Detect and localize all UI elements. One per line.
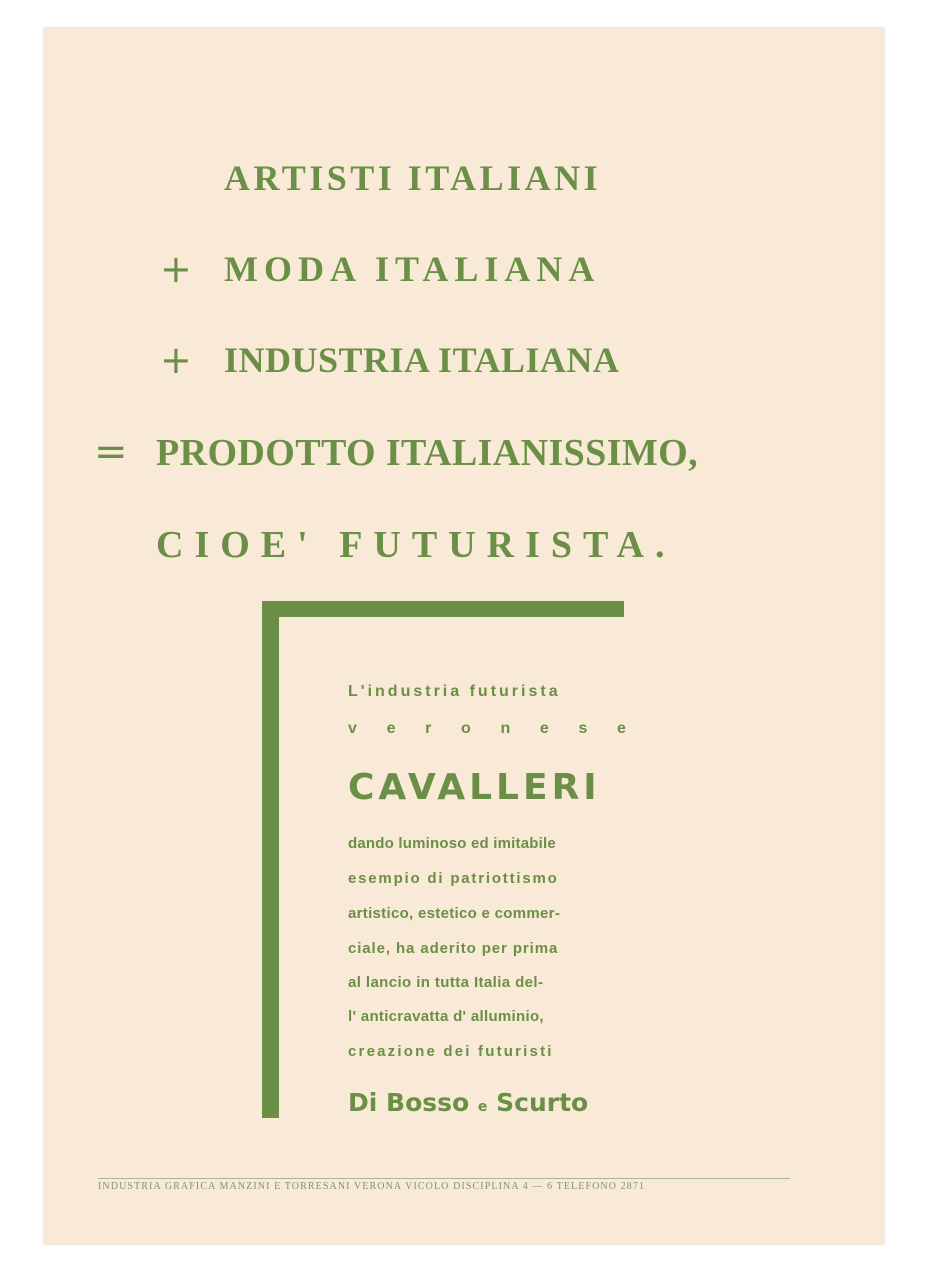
ad-intro-line [348, 684, 626, 700]
authors-line [348, 1090, 626, 1115]
headline-cioe-futurista: CIOE' FUTURISTA. [156, 524, 676, 566]
ad-veronese [348, 721, 626, 737]
headline-industria-italiana: INDUSTRIA ITALIANA [224, 340, 620, 380]
ad-body-line: dando luminoso ed imitabile [348, 835, 556, 852]
ad-body-line: esempio di patriottismo [348, 870, 559, 887]
ad-veronese-letter: e [539, 720, 549, 737]
poster-sheet [44, 28, 884, 1244]
ad-intro-text: L'industria futurista [348, 683, 561, 700]
headline-prodotto-italianissimo: PRODOTTO ITALIANISSIMO, [156, 432, 699, 474]
ad-body-line: ciale, ha aderito per prima [348, 940, 559, 957]
bracket-left-bar [262, 601, 279, 1118]
ad-veronese-letter: e [617, 720, 626, 737]
headline-artisti-italiani: ARTISTI ITALIANI [224, 158, 602, 198]
ad-veronese-letter: n [500, 720, 511, 737]
ad-body-line: l' anticravatta d' alluminio, [348, 1008, 544, 1025]
ad-veronese-letter: e [386, 720, 396, 737]
ad-veronese-letter: v [348, 720, 357, 737]
plus-sign: + [160, 338, 192, 382]
author-scurto: Scurto [496, 1088, 589, 1117]
plus-sign: + [160, 247, 192, 291]
ad-body-line: artistico, estetico e commer- [348, 905, 561, 922]
ad-veronese-letter: o [461, 720, 471, 737]
bracket-top-bar [262, 601, 624, 617]
author-conjunction: e [477, 1099, 488, 1115]
headline-moda-italiana: MODA ITALIANA [224, 249, 601, 289]
author-di-bosso: Di Bosso [348, 1088, 470, 1117]
company-name: CAVALLERI [348, 767, 601, 808]
ad-body-line: al lancio in tutta Italia del- [348, 974, 544, 991]
printer-imprint: INDUSTRIA GRAFICA MANZINI E TORRESANI VERONA VICOLO DISCIPLINA 4 — 6 TELEFONO 2871 [98, 1178, 790, 1192]
ad-veronese-letter: s [578, 720, 588, 737]
equals-sign: = [94, 429, 128, 475]
ad-body-line: creazione dei futuristi [348, 1043, 554, 1060]
ad-veronese-letter: r [425, 720, 432, 737]
